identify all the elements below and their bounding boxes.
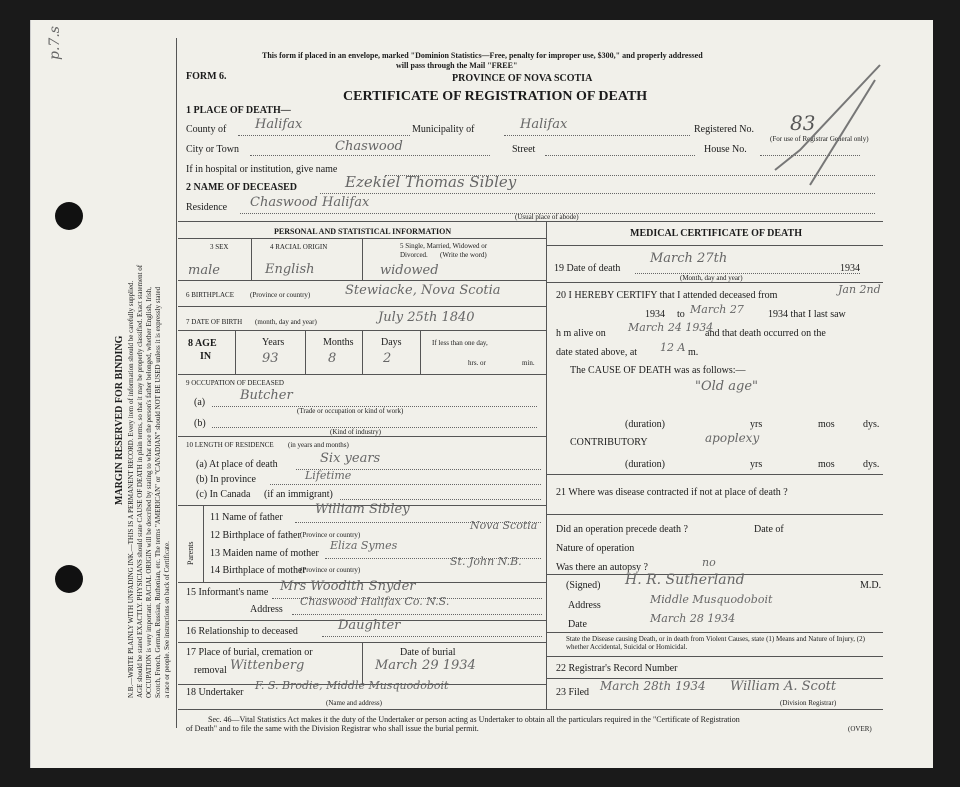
- racial-label: 4 RACIAL ORIGIN: [270, 243, 328, 251]
- months-value: 8: [328, 351, 337, 366]
- city-value: Chaswood: [335, 139, 403, 154]
- place-label: 1 PLACE OF DEATH—: [186, 105, 291, 116]
- undertaker-value: F. S. Brodie, Middle Musquodoboit: [255, 679, 449, 692]
- house-label: House No.: [704, 144, 747, 155]
- binding-note: a race or people. See instructions on back of Certificate.: [163, 541, 171, 698]
- registered-value: 83: [790, 111, 816, 135]
- months-label: Months: [323, 337, 354, 348]
- father-birthplace: Nova Scotia: [470, 519, 538, 532]
- birthplace-value: Stewiacke, Nova Scotia: [345, 283, 501, 298]
- days-label: Days: [381, 337, 402, 348]
- contributory-cause: apoplexy: [705, 431, 760, 445]
- punch-hole: [55, 565, 83, 593]
- binding-note: N.B.—WRITE PLAINLY WITH UNFADING INK.—THIS IS A PERMANENT RECORD. Every item of information should be carefully supplied.: [127, 280, 135, 698]
- physician-address: Middle Musquodoboit: [650, 593, 773, 606]
- dob-label: 7 DATE OF BIRTH: [186, 318, 243, 326]
- burial-place: Wittenberg: [230, 658, 305, 673]
- marital-label: 5 Single, Married, Widowed or: [400, 242, 488, 250]
- attended-from: Jan 2nd: [838, 283, 881, 296]
- registered-label: Registered No.: [694, 124, 754, 135]
- footer-text: Sec. 46—Vital Statistics Act makes it the duty of the Undertaker or person acting as Undertaker to obtain all the particulars required in the "Certificate of Registration: [208, 715, 740, 724]
- check-mark: [770, 60, 890, 190]
- years-label: Years: [262, 337, 285, 348]
- binding-title: MARGIN RESERVED FOR BINDING: [114, 335, 125, 505]
- informant-address: Chaswood Halifax Co. N.S.: [300, 595, 450, 608]
- death-time: 12 A: [660, 341, 686, 354]
- hospital-label: If in hospital or institution, give name: [186, 164, 338, 175]
- residence-place-value: Six years: [320, 451, 381, 466]
- cause-of-death: "Old age": [695, 379, 758, 394]
- residence-value: Chaswood Halifax: [250, 195, 370, 210]
- mother-name: Eliza Symes: [330, 539, 398, 552]
- street-label: Street: [512, 144, 536, 155]
- last-seen-date: March 24 1934: [628, 321, 714, 334]
- deceased-name-label: 2 NAME OF DECEASED: [186, 182, 298, 193]
- province: PROVINCE OF NOVA SCOTIA: [452, 73, 593, 84]
- binding-note: OCCUPATION is very important. RACIAL ORIGIN will be described by stating to what race the person's father belonged, whether English, Irish,: [145, 287, 153, 698]
- relationship-value: Daughter: [338, 618, 401, 633]
- years-value: 93: [262, 351, 279, 366]
- father-name: William Sibley: [315, 502, 410, 517]
- residence-length-label: 10 LENGTH OF RESIDENCE: [186, 441, 274, 449]
- parents-label: Parents: [186, 541, 195, 565]
- mother-birthplace: St. John N.B.: [450, 555, 522, 568]
- envelope-note: This form if placed in an envelope, marked "Dominion Statistics—Free, penalty for improper use, $300," and properly addressed: [262, 51, 703, 60]
- punch-hole: [55, 202, 83, 230]
- envelope-note-2: will pass through the Mail "FREE": [396, 61, 518, 70]
- county-value: Halifax: [255, 117, 303, 132]
- marital-value: widowed: [380, 263, 439, 278]
- deceased-name: Ezekiel Thomas Sibley: [345, 173, 517, 191]
- form-number: FORM 6.: [186, 71, 227, 82]
- physician-signature: H. R. Sutherland: [625, 572, 745, 588]
- occupation-value: Butcher: [240, 388, 293, 403]
- residence-label: Residence: [186, 202, 228, 213]
- binding-note: Scotch, French, German, Russian, Ruthenian, etc. The terms "AMERICAN" or "CANADIAN" should NOT BE USED unless it is expressly stated: [154, 286, 162, 698]
- county-label: County of: [186, 124, 227, 135]
- certificate-title: CERTIFICATE OF REGISTRATION OF DEATH: [343, 89, 648, 104]
- days-value: 2: [383, 351, 392, 366]
- city-label: City or Town: [186, 144, 240, 155]
- birthplace-label: 6 BIRTHPLACE: [186, 291, 234, 299]
- dob-value: July 25th 1840: [378, 310, 475, 325]
- autopsy-value: no: [702, 556, 716, 569]
- violent-note: State the Disease causing Death, or in death from Violent Causes, state (1) Means and Nature of Injury, (2) whether Accidental, Suicidal or Homicidal.: [566, 635, 865, 651]
- footer-text-2: of Death" and to file the same with the Division Registrar who shall issue the burial permit.: [186, 724, 479, 733]
- medical-heading: MEDICAL CERTIFICATE OF DEATH: [630, 228, 802, 239]
- filed-date: March 28th 1934: [600, 679, 706, 693]
- sex-label: 3 SEX: [210, 243, 229, 251]
- corner-note: p.7.s: [47, 26, 63, 60]
- burial-date: March 29 1934: [375, 658, 476, 673]
- municipality-label: Municipality of: [412, 124, 475, 135]
- registrar-note: (For use of Registrar General only): [770, 135, 869, 143]
- physician-date: March 28 1934: [650, 612, 736, 625]
- residence-province-value: Lifetime: [305, 469, 352, 482]
- binding-note: AGE should be stated EXACTLY. PHYSICIANS should state CAUSE OF DEATH in plain terms, so that it may be properly classified. Exact statement of: [136, 264, 144, 698]
- personal-heading: PERSONAL AND STATISTICAL INFORMATION: [274, 227, 452, 236]
- age-label: 8 AGE: [188, 338, 217, 349]
- death-date: March 27th: [650, 251, 728, 266]
- occupation-label: 9 OCCUPATION OF DECEASED: [186, 379, 284, 387]
- informant-name: Mrs Woodith Snyder: [280, 579, 416, 594]
- racial-value: English: [265, 262, 315, 277]
- over-note: (OVER): [848, 725, 872, 733]
- death-year: 1934: [840, 263, 860, 274]
- binding-divider: [176, 38, 177, 728]
- municipality-value: Halifax: [520, 117, 568, 132]
- sex-value: male: [188, 263, 220, 278]
- abode-note: (Usual place of abode): [515, 213, 579, 221]
- attended-to: March 27: [690, 303, 744, 316]
- registrar-signature: William A. Scott: [730, 679, 837, 694]
- column-divider: [546, 221, 547, 709]
